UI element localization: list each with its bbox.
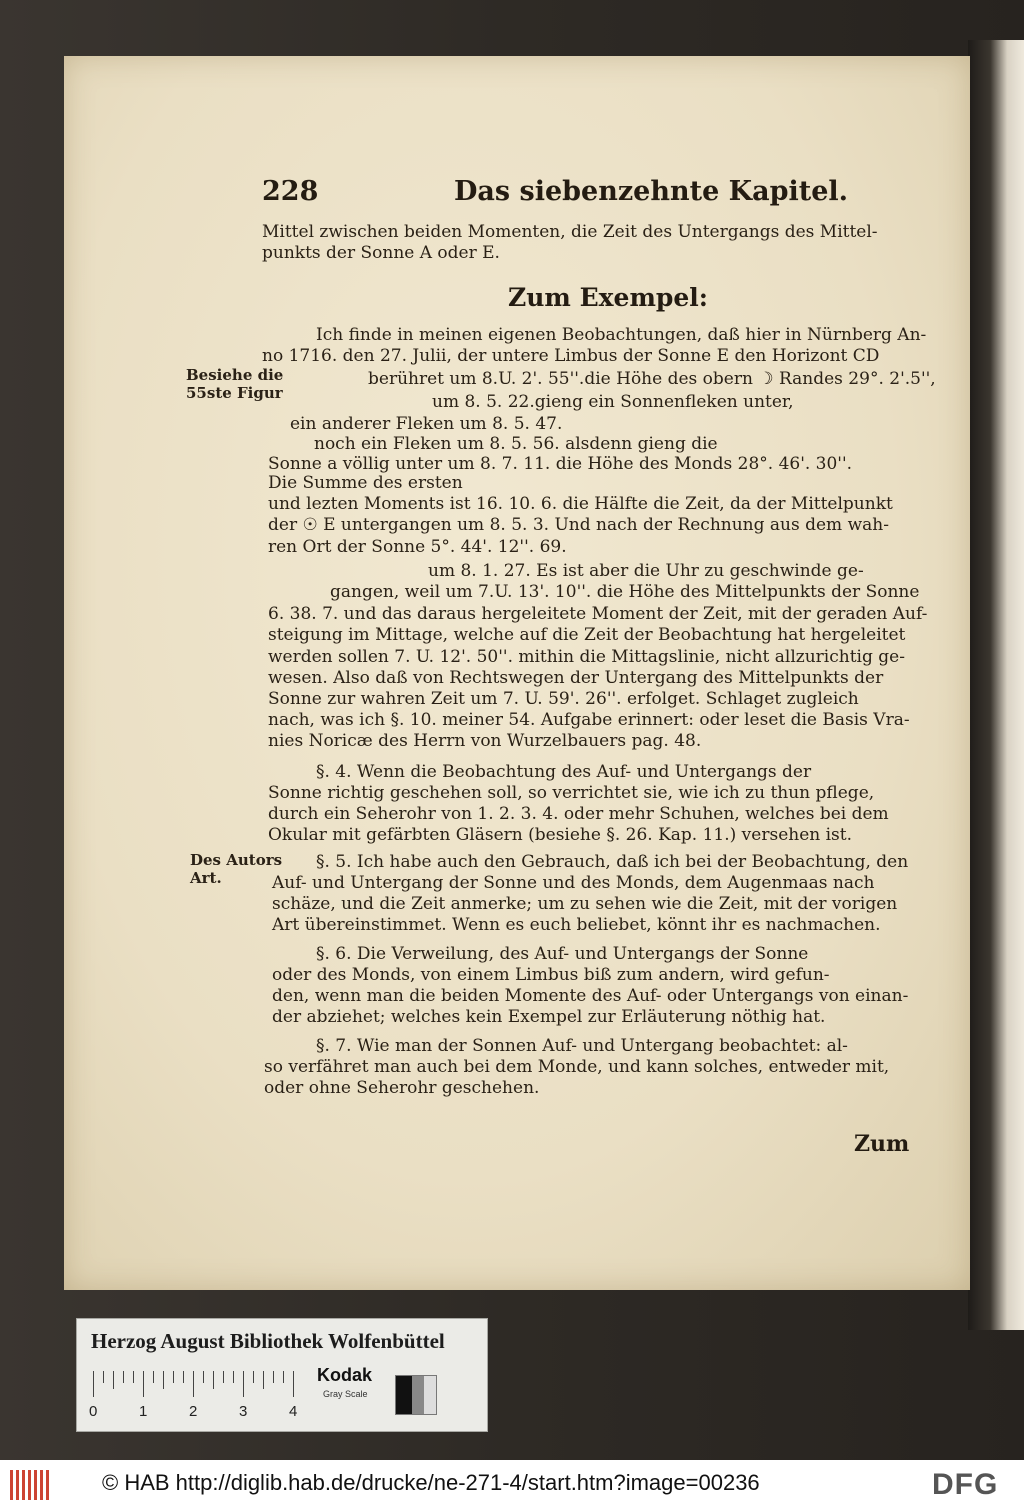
- example-line: berühret um 8.U. 2'. 55''.die Höhe des obern ☽ Randes 29°. 2'.5'',: [368, 369, 936, 389]
- ruler-tick: [273, 1371, 274, 1383]
- ruler-number: 1: [139, 1403, 148, 1420]
- ruler-tick: [113, 1371, 114, 1389]
- running-head: [262, 176, 912, 210]
- example-line: der ☉ E untergangen um 8. 5. 3. Und nach der Rechnung aus dem wah-: [268, 515, 889, 535]
- example-line: gangen, weil um 7.U. 13'. 10''. die Höhe des Mittelpunkts der Sonne: [330, 582, 920, 602]
- para4-line: §. 4. Wenn die Beobachtung des Auf- und Untergangs der: [316, 762, 812, 782]
- color-card: [76, 1318, 488, 1432]
- para4-line: Sonne richtig geschehen soll, so verrichtet sie, wie ich zu thun pflege,: [268, 783, 875, 803]
- gray-patch: [395, 1375, 437, 1415]
- copyright-url[interactable]: © HAB http://diglib.hab.de/drucke/ne-271-4/start.htm?image=00236: [102, 1470, 760, 1495]
- ruler-tick: [173, 1371, 174, 1383]
- ruler-tick: [203, 1371, 204, 1383]
- example-line: Sonne zur wahren Zeit um 7. U. 59'. 26''. erfolget. Schlaget zugleich: [268, 689, 859, 709]
- margin-note-line: Des Autors: [190, 851, 283, 869]
- para6-line: oder des Monds, von einem Limbus biß zum andern, wird gefun-: [272, 965, 830, 985]
- example-line: werden sollen 7. U. 12'. 50''. mithin die Mittagslinie, nicht allzurichtig ge-: [268, 647, 905, 667]
- example-line: Die Summe des ersten: [268, 473, 463, 493]
- para6-line: der abziehet; welches kein Exempel zur Erläuterung nöthig hat.: [272, 1007, 826, 1027]
- ruler-tick: [103, 1371, 104, 1383]
- ruler-number: 3: [239, 1403, 248, 1420]
- kodak-logo: Kodak: [317, 1365, 373, 1385]
- ruler-tick: [193, 1371, 194, 1397]
- example-line: ein anderer Fleken um 8. 5. 47.: [290, 414, 563, 434]
- margin-note-line: Besiehe die: [186, 366, 284, 384]
- ruler-tick: [183, 1371, 184, 1383]
- para5-line: §. 5. Ich habe auch den Gebrauch, daß ich bei der Beobachtung, den: [316, 852, 909, 872]
- example-line: Ich finde in meinen eigenen Beobachtungen, daß hier in Nürnberg An-: [316, 325, 927, 345]
- ruler-tick: [233, 1371, 234, 1383]
- ruler-tick: [243, 1371, 244, 1397]
- catchword: Zum: [854, 1131, 910, 1157]
- para4-line: durch ein Seherohr von 1. 2. 3. 4. oder mehr Schuhen, welches bei dem: [268, 804, 889, 824]
- example-line: noch ein Fleken um 8. 5. 56. alsdenn gieng die: [314, 434, 718, 454]
- hab-logo-icon: [10, 1470, 50, 1500]
- margin-note-line: Art.: [190, 869, 222, 887]
- ruler-tick: [163, 1371, 164, 1389]
- ruler-tick: [93, 1371, 94, 1397]
- next-page-edge: [968, 40, 1024, 1330]
- page-number: 228: [262, 176, 319, 207]
- example-line: nach, was ich §. 10. meiner 54. Aufgabe erinnert: oder leset die Basis Vra-: [268, 710, 910, 730]
- ruler-tick: [223, 1371, 224, 1383]
- para7-line: §. 7. Wie man der Sonnen Auf- und Untergang beobachtet: al-: [316, 1036, 848, 1056]
- para6-line: den, wenn man die beiden Momente des Auf- oder Untergangs von einan-: [272, 986, 909, 1006]
- example-line: Sonne a völlig unter um 8. 7. 11. die Höhe des Monds 28°. 46'. 30''.: [268, 454, 853, 474]
- margin-note-author: [190, 851, 282, 887]
- para5-line: schäze, und die Zeit anmerke; um zu sehen wie die Zeit, mit der vorigen: [272, 894, 898, 914]
- example-line: 6. 38. 7. und das daraus hergeleitete Moment der Zeit, mit der geraden Auf-: [268, 604, 928, 624]
- para5-line: Auf- und Untergang der Sonne und des Monds, dem Augenmaas nach: [272, 873, 875, 893]
- example-line: no 1716. den 27. Julii, der untere Limbus der Sonne E den Horizont CD: [262, 346, 880, 366]
- ruler-number: 4: [289, 1403, 298, 1420]
- ruler: [93, 1371, 303, 1401]
- section-heading: Zum Exempel:: [508, 283, 709, 312]
- example-line: und lezten Moments ist 16. 10. 6. die Hälfte die Zeit, da der Mittelpunkt: [268, 494, 893, 514]
- footer-bar: [0, 1460, 1024, 1510]
- ruler-tick: [283, 1371, 284, 1383]
- ruler-tick: [153, 1371, 154, 1383]
- ruler-tick: [133, 1371, 134, 1383]
- ruler-tick: [123, 1371, 124, 1383]
- para6-line: §. 6. Die Verweilung, des Auf- und Untergangs der Sonne: [316, 944, 809, 964]
- ruler-tick: [213, 1371, 214, 1389]
- para7-line: oder ohne Seherohr geschehen.: [264, 1078, 540, 1098]
- example-line: wesen. Also daß von Rechtswegen der Untergang des Mittelpunkts der: [268, 668, 884, 688]
- margin-note-line: 55ste Figur: [186, 384, 283, 402]
- example-line: um 8. 1. 27. Es ist aber die Uhr zu geschwinde ge-: [428, 561, 864, 581]
- ruler-tick: [143, 1371, 144, 1397]
- para5-line: Art übereinstimmet. Wenn es euch beliebet, könnt ihr es nachmachen.: [272, 915, 881, 935]
- example-line: nies Noricæ des Herrn von Wurzelbauers pag. 48.: [268, 731, 702, 751]
- ruler-tick: [263, 1371, 264, 1389]
- intro-line-2: punkts der Sonne A oder E.: [262, 243, 500, 263]
- institution-name: Herzog August Bibliothek Wolfenbüttel: [91, 1329, 445, 1353]
- para4-line: Okular mit gefärbten Gläsern (besiehe §. 26. Kap. 11.) versehen ist.: [268, 825, 853, 845]
- margin-note-figure: [186, 366, 283, 402]
- intro-line-1: Mittel zwischen beiden Momenten, die Zeit des Untergangs des Mittel-: [262, 222, 878, 242]
- chapter-title: Das siebenzehnte Kapitel.: [454, 176, 849, 207]
- example-line: um 8. 5. 22.gieng ein Sonnenfleken unter,: [432, 392, 794, 412]
- para7-line: so verfähret man auch bei dem Monde, und kann solches, entweder mit,: [264, 1057, 890, 1077]
- ruler-number: 0: [89, 1403, 98, 1420]
- gray-scale-label: Gray Scale: [323, 1389, 368, 1399]
- example-line: steigung im Mittage, welche auf die Zeit der Beobachtung hat hergeleitet: [268, 625, 906, 645]
- ruler-number: 2: [189, 1403, 198, 1420]
- ruler-tick: [293, 1371, 294, 1397]
- example-line: ren Ort der Sonne 5°. 44'. 12''. 69.: [268, 537, 567, 557]
- ruler-tick: [253, 1371, 254, 1383]
- dfg-logo: DFG: [932, 1468, 999, 1501]
